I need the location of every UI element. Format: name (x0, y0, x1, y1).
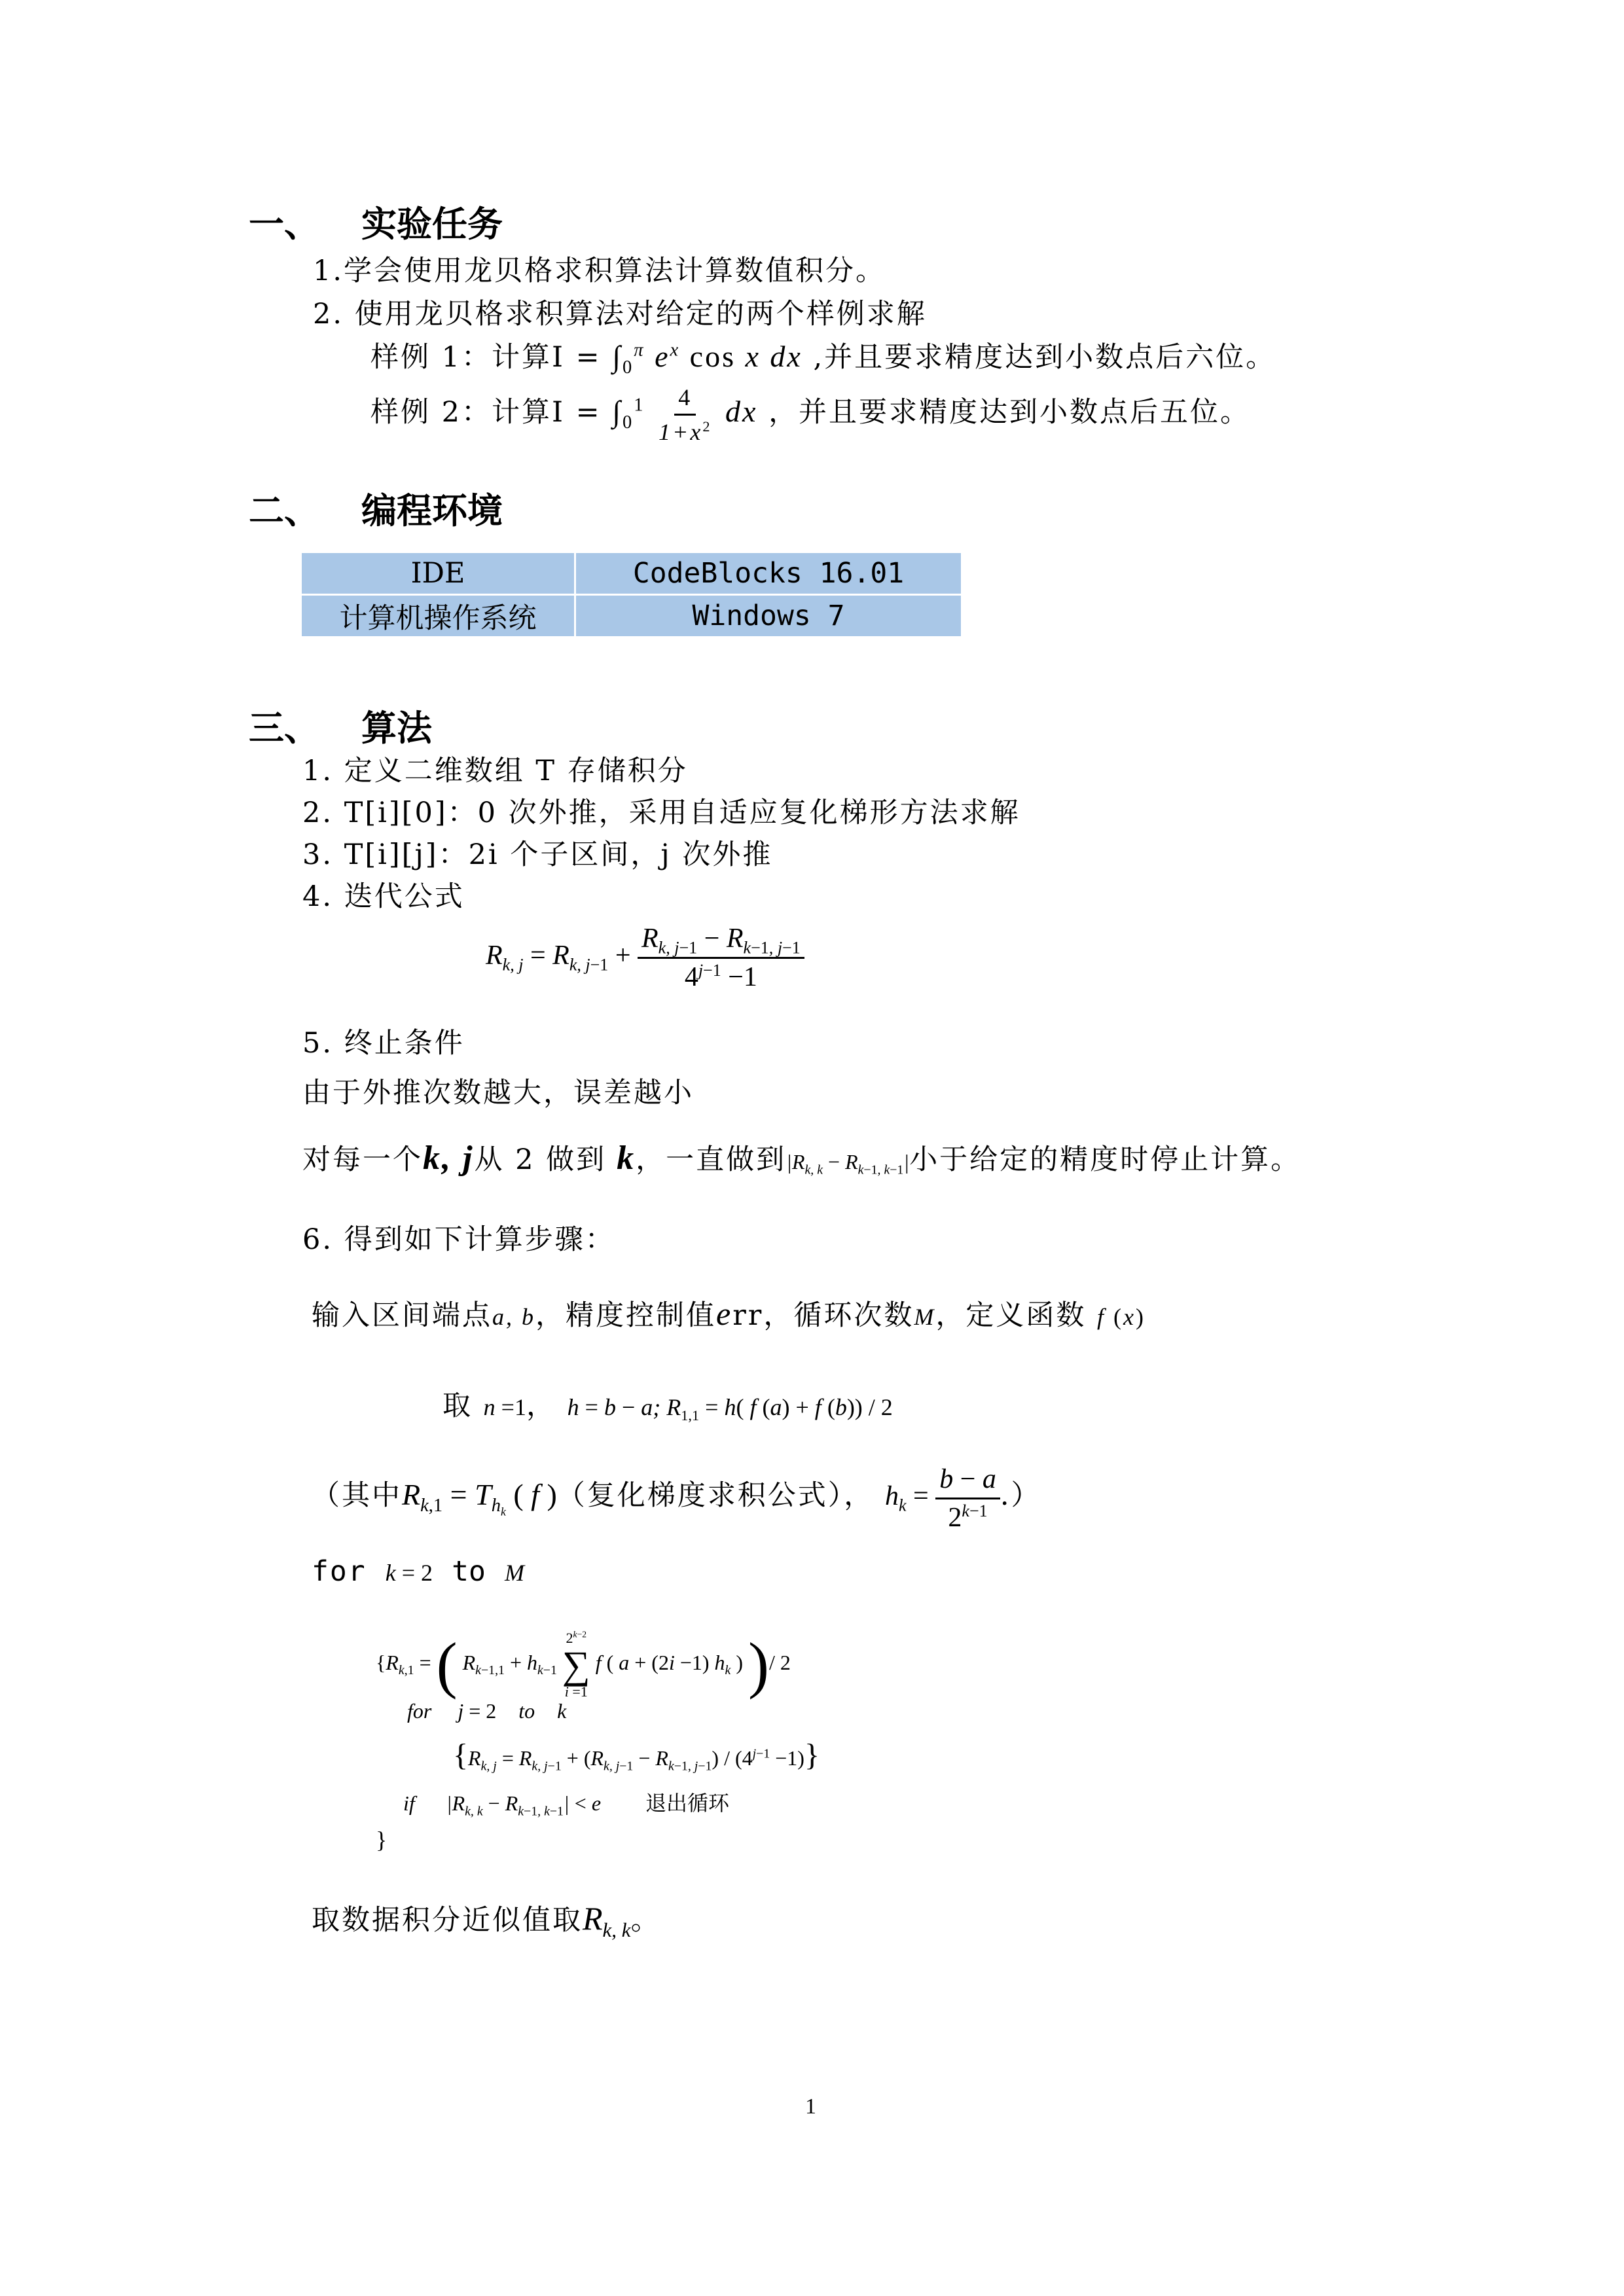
note-text-b: （复化梯度求积公式）， (556, 1479, 875, 1513)
stop-abs-diff: $|R_{k, k} - R_{k-1, k-1}|$ (786, 1150, 910, 1177)
input-line (312, 1293, 1146, 1333)
section-2-number: 二、 (249, 490, 319, 531)
example-1 (370, 335, 1276, 378)
algo-step-4: 4. 迭代公式 (302, 880, 465, 913)
algo-step-3: 3. T[i][j]：2i 个子区间，j 次外推 (302, 838, 773, 871)
stop-text-d: 小于给定的精度时停止计算。 (909, 1143, 1301, 1176)
section-1-title: 实验任务 (361, 203, 503, 245)
for-line (312, 1555, 524, 1588)
example-1-prefix: 样例 1：计算I = (370, 341, 602, 374)
task-item-1: 1.学会使用龙贝格求积算法计算数值积分。 (313, 255, 886, 287)
input-text-b: ，精度控制值 (535, 1299, 716, 1332)
final-var-rkk: $R_{k, k}$ (583, 1900, 631, 1941)
algo-step-2: 2. T[i][0]：0 次外推，采用自适应复化梯形方法求解 (302, 797, 1020, 829)
exit-loop-text: 退出循环 (645, 1791, 730, 1816)
table-cell-key: IDE (301, 552, 575, 595)
example-2-prefix: 样例 2：计算I = (370, 396, 602, 429)
table-row (301, 595, 962, 637)
note-text-a: （其中 (312, 1479, 402, 1513)
inner-for-line: for j = 2 to k (407, 1699, 567, 1723)
final-line (312, 1898, 661, 1941)
example-2-suffix: ，并且要求精度达到小数点后五位。 (768, 396, 1251, 429)
input-text-c: rr，循环次数 (732, 1299, 914, 1332)
note-line (312, 1463, 1041, 1534)
iteration-formula: $R_{k, j} = R_{k, j-1}$ + $\frac{R_{k, j-1} - R_{k-1, j-1}}{4^{j-1} -1}$ (486, 923, 804, 993)
stop-var-k: k (606, 1139, 636, 1177)
init-formula-h: h = b − a; $R_{1,1} = h$( f (a) + f (b)) / 2 (567, 1394, 893, 1424)
if-line: if $|R_{k, k} - R_{k-1, k-1}| < e$ 退出循环 (403, 1791, 730, 1819)
example-1-formula: $\int_0^\pi$ $e^x$ cos x dx (612, 340, 803, 378)
example-1-suffix: ,并且要求精度达到小数点后六位。 (813, 341, 1276, 374)
stop-text-b: 从 2 做到 (474, 1143, 607, 1176)
note-formula-r: $R_{k,1} = T_{h_k}$ ( f ) (402, 1478, 557, 1519)
init-line: 取 n =1， h = b − a; $R_{1,1} = h$( f (a) + f (b)) / 2 (442, 1390, 893, 1424)
table-cell-value: Windows 7 (575, 595, 962, 637)
loop-close-brace: } (376, 1827, 388, 1853)
stop-var-kj: k, j (423, 1139, 475, 1177)
for-keyword: for (312, 1555, 367, 1588)
note-text-c: .） (1000, 1479, 1041, 1513)
iteration-fraction: $\frac{R_{k, j-1} - R_{k-1, j-1}}{4^{j-1} -1}$ (638, 923, 804, 993)
stop-condition (302, 1138, 1301, 1177)
algo-step-6: 6. 得到如下计算步骤： (302, 1223, 615, 1256)
input-var-e: e (716, 1295, 733, 1332)
environment-table (300, 551, 963, 638)
input-text-d: ，定义函数 (935, 1299, 1087, 1332)
table-row (301, 552, 962, 595)
section-1-number: 一、 (249, 203, 319, 245)
example-2-formula: $\int_0^1$ $\frac{4}{1+x^2}$ dx (612, 384, 758, 445)
loop-r-k1: {$R_{k,1}$ = ( $R_{k-1,1} + h_{k-1}$ $2^{k-2}$ ∑ i =1 f ( a + (2i −1) $h_k$ ) )/ 2 (376, 1629, 791, 1700)
page-number: 1 (805, 2094, 816, 2119)
reason-text: 由于外推次数越大，误差越小 (302, 1077, 694, 1109)
for-limit: M (505, 1560, 525, 1586)
input-text-a: 输入区间端点 (312, 1299, 492, 1332)
for-init: k = 2 (385, 1560, 433, 1586)
example-2-fraction: $\frac{4}{1+x^2}$ (659, 384, 712, 445)
section-2-title: 编程环境 (361, 490, 503, 531)
init-formula: n =1 (483, 1394, 526, 1420)
algo-step-5: 5. 终止条件 (302, 1027, 465, 1060)
stop-text-c: ，一直做到 (636, 1143, 787, 1176)
input-var-m: M (914, 1304, 936, 1330)
input-var-ab: a, b (492, 1304, 535, 1330)
task-item-2: 2. 使用龙贝格求积算法对给定的两个样例求解 (313, 298, 927, 331)
to-keyword: to (452, 1555, 486, 1588)
final-text-b: 。 (630, 1904, 661, 1937)
table-cell-value: CodeBlocks 16.01 (575, 552, 962, 595)
section-3-title: 算法 (361, 707, 432, 749)
example-2 (370, 384, 1250, 446)
stop-text-a: 对每一个 (302, 1143, 423, 1176)
inner-update: $\{R_{k, j} = R_{k, j-1} + (R_{k, j-1} - R_{k-1, j-1}) / (4^{j-1} -1)\}$ (453, 1738, 820, 1774)
input-fx: f (x) (1097, 1304, 1146, 1330)
note-formula-h: $h_k$ = $\frac{b - a}{2^{k-1}}$ (885, 1481, 1000, 1511)
final-text-a: 取数据积分近似值取 (312, 1904, 583, 1937)
algo-step-1: 1. 定义二维数组 T 存储积分 (302, 755, 688, 787)
note-fraction: $\frac{b - a}{2^{k-1}}$ (935, 1463, 1000, 1534)
table-cell-key: 计算机操作系统 (301, 595, 575, 637)
init-text: 取 (442, 1390, 473, 1422)
section-3-number: 三、 (249, 707, 319, 749)
